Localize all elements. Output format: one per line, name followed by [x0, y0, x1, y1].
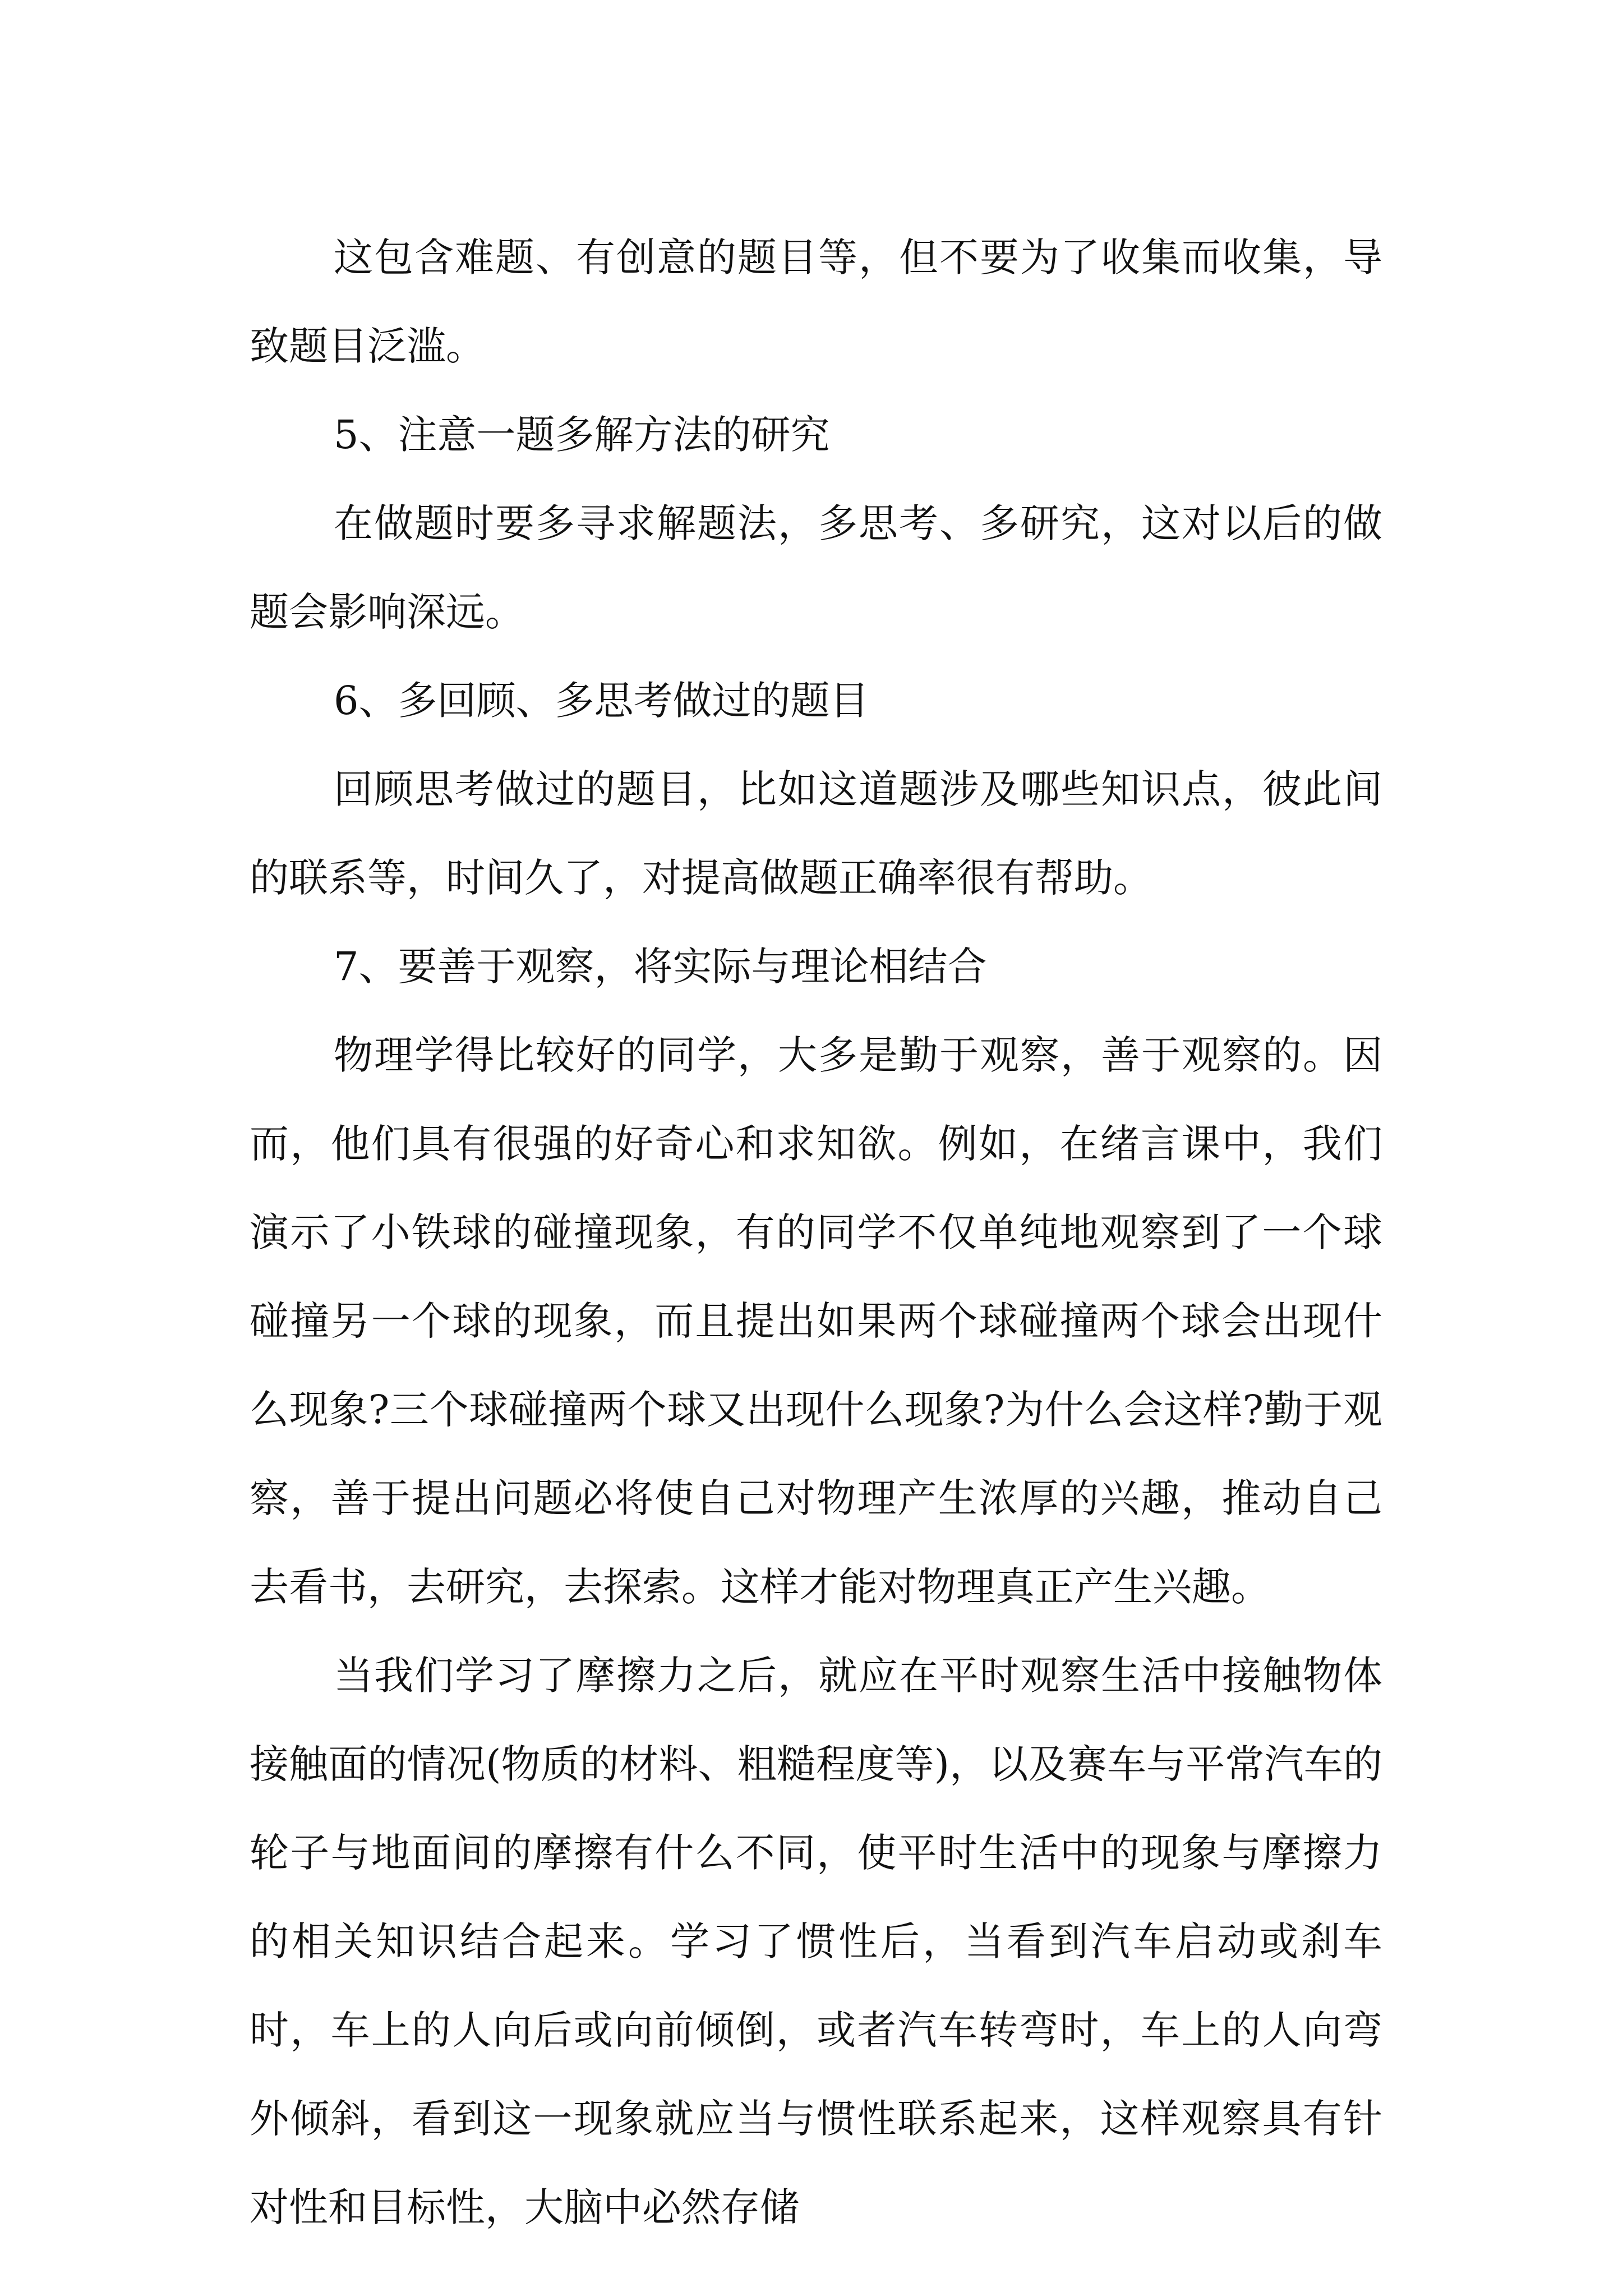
paragraph-tip-5: 在做题时要多寻求解题法，多思考、多研究，这对以后的做题会影响深远。	[250, 500, 1382, 635]
document-body	[250, 213, 1382, 2252]
paragraph-tip-7-observation: 物理学得比较好的同学，大多是勤于观察，善于观察的。因而，他们具有很强的好奇心和求知欲。例如，在绪言课中，我们演示了小铁球的碰撞现象，有的同学不仅单纯地观察到了一个球碰撞另一个球的现象，而且提出如果两个球碰撞两个球会出现什么现象?三个球碰撞两个球又出现什么现象?为什么会这样?勤于观察，善于提出问题必将使自己对物理产生浓厚的兴趣，推动自己去看书，去研究，去探索。这样才能对物理真正产生兴趣。	[250, 1032, 1382, 1610]
paragraph-tip-6: 回顾思考做过的题目，比如这道题涉及哪些知识点，彼此间的联系等，时间久了，对提高做题正确率很有帮助。	[250, 766, 1382, 901]
paragraph-intro-continuation: 这包含难题、有创意的题目等，但不要为了收集而收集，导致题目泛滥。	[250, 234, 1382, 369]
heading-tip-7: 7、要善于观察，将实际与理论相结合	[334, 944, 987, 990]
heading-tip-5: 5、注意一题多解方法的研究	[334, 412, 830, 458]
heading-tip-6: 6、多回顾、多思考做过的题目	[334, 678, 869, 724]
paragraph-tip-7-friction-inertia: 当我们学习了摩擦力之后，就应在平时观察生活中接触物体接触面的情况(物质的材料、粗糙程度等)，以及赛车与平常汽车的轮子与地面间的摩擦有什么不同，使平时生活中的现象与摩擦力的相关知识结合起来。学习了惯性后，当看到汽车启动或刹车时，车上的人向后或向前倾倒，或者汽车转弯时，车上的人向弯外倾斜，看到这一现象就应当与惯性联系起来，这样观察具有针对性和目标性，大脑中必然存储	[250, 1653, 1382, 2230]
